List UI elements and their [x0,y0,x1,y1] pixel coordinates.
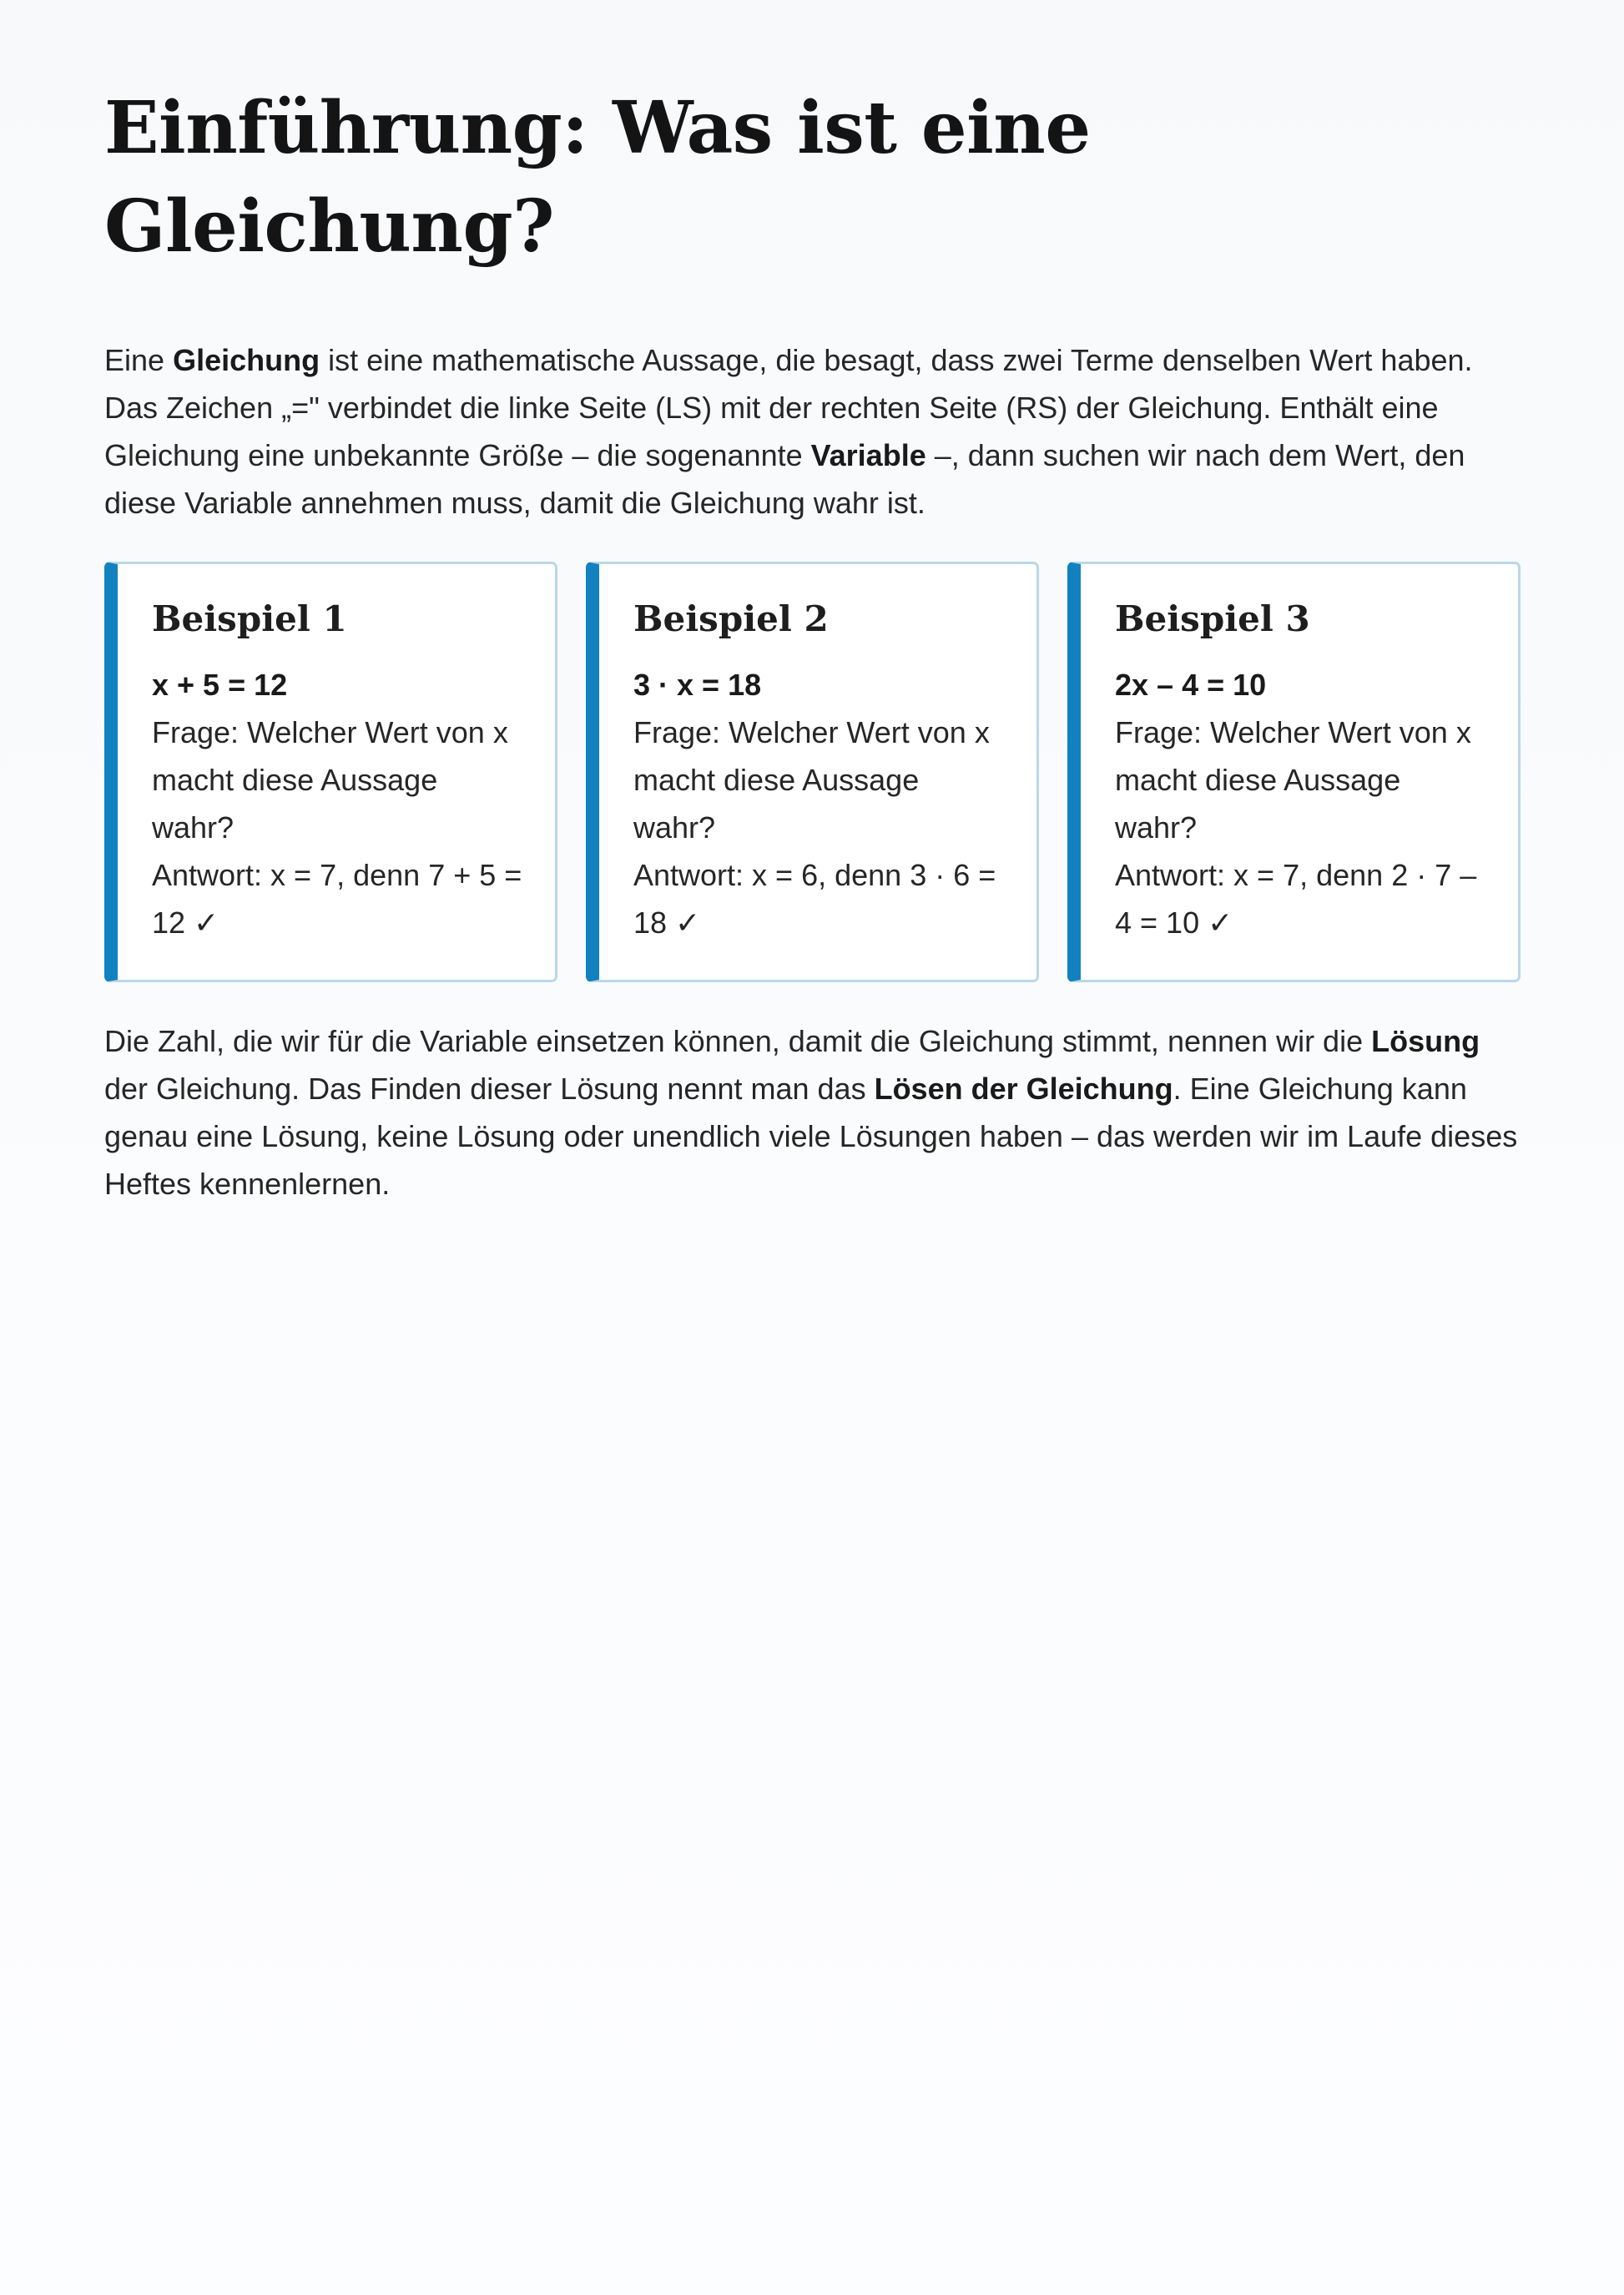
intro-text-2: ist eine mathematische Aussage, die besagt, dass zwei Terme denselben Wert haben. Das Zeichen „=" verbindet die linke Seite (LS) mit der rechten Seite (RS) der Gleichung. Enthält eine Gleichung eine unbekannte Größe – die sogenannte [104,343,1473,472]
outro-paragraph [104,1017,1523,1208]
intro-paragraph [104,336,1523,527]
example-answer: Antwort: x = 7, denn 7 + 5 = 12 ✓ [152,858,522,940]
example-card-1 [104,562,557,982]
example-cards [104,562,1521,982]
example-equation: x + 5 = 12 [152,668,288,702]
intro-text-3: –, dann suchen wir nach dem Wert, den diese Variable annehmen muss, damit die Gleichung wahr ist. [104,438,1465,520]
example-question: Frage: Welcher Wert von x macht diese Aussage wahr? [152,715,508,845]
intro-term-gleichung: Gleichung [173,343,320,377]
example-card-2 [586,562,1039,982]
example-card-3 [1067,562,1521,982]
outro-text-2: der Gleichung. Das Finden dieser Lösung nennt man das [104,1072,875,1106]
example-answer: Antwort: x = 7, denn 2 · 7 – 4 = 10 ✓ [1115,858,1477,940]
example-equation: 2x – 4 = 10 [1115,668,1267,702]
example-title: Beispiel 3 [1115,598,1310,639]
example-title: Beispiel 1 [152,598,347,639]
example-question: Frage: Welcher Wert von x macht diese Aussage wahr? [633,715,990,845]
page-title: Einführung: Was ist eine Gleichung? [104,86,1091,269]
example-answer: Antwort: x = 6, denn 3 · 6 = 18 ✓ [633,858,996,940]
example-question: Frage: Welcher Wert von x macht diese Aussage wahr? [1115,715,1471,845]
intro-text-1: Eine [104,343,174,377]
outro-text-3: . Eine Gleichung kann genau eine Lösung, keine Lösung oder unendlich viele Lösungen haben – das werden wir im Laufe dieses Heftes kennenlernen. [104,1072,1518,1201]
outro-text-1: Die Zahl, die wir für die Variable einsetzen können, damit die Gleichung stimmt, nennen wir die [104,1024,1372,1058]
example-title: Beispiel 2 [633,598,829,639]
intro-term-variable: Variable [810,438,926,472]
outro-term-loesung: Lösung [1371,1024,1480,1058]
outro-term-loesen: Lösen der Gleichung [874,1072,1173,1106]
example-equation: 3 · x = 18 [633,668,762,702]
